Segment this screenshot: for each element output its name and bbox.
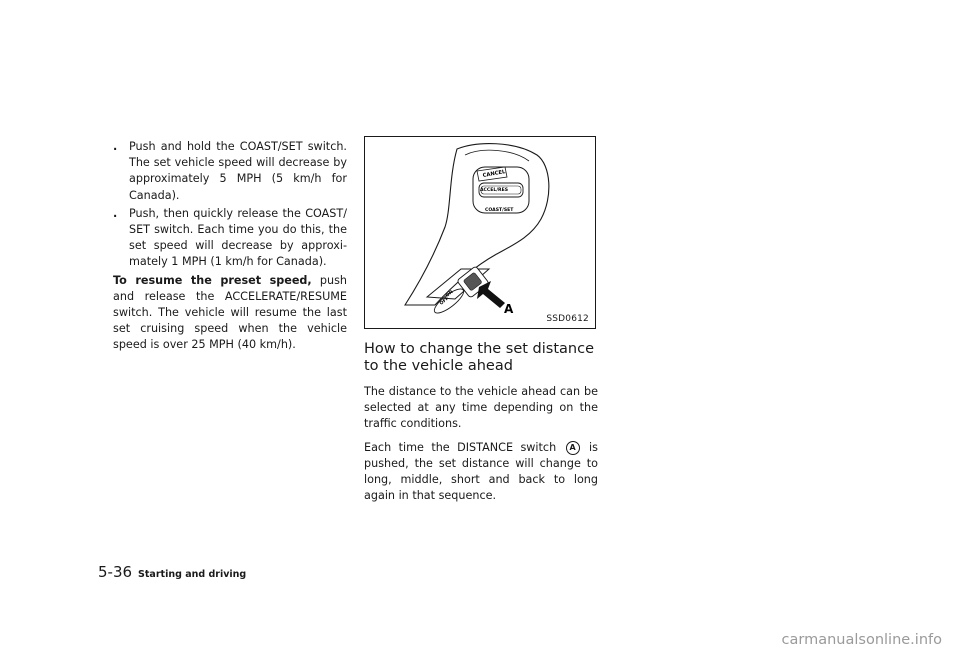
left-column [113,139,347,354]
paragraph-text: is pushed, the set distance will change to long, middle, short and back to long again in that sequence. [364,440,598,503]
bullet-item [113,139,347,204]
section-heading: How to change the set distance to the vehicle ahead [364,341,594,374]
paragraph: The distance to the vehicle ahead can be selected at any time depending on the traffic conditions. [364,385,598,431]
off-label: OFF [439,296,451,307]
coast-set-label: COAST/SET [485,208,514,213]
bullet-dot: . [113,206,118,220]
page-number: 5-36 [98,563,133,581]
steering-switch-illustration [365,137,595,328]
steering-switch-figure [364,136,596,329]
watermark: carmanualsonline.info [781,632,942,648]
resume-paragraph [113,273,347,354]
paragraph [364,440,598,505]
bullet-text: Push and hold the COAST/SET switch. The set vehicle speed will decrease by approximately 5 MPH (5 km/h for Canada). [129,140,347,202]
callout-a-label: A [504,302,514,316]
on-label: ON [445,289,455,299]
accel-res-label: ACCEL/RES [480,188,509,193]
figure-code: SSD0612 [546,314,589,324]
right-column [364,341,598,511]
bullet-text: Push, then quickly release the COAST/ SET switch. Each time you do this, the set speed will decrease by approxi- mately 1 MPH (1 km/h for Canada). [129,206,347,269]
resume-text: push and release the ACCELERATE/RESUME switch. The vehicle will resume the last set cruising speed when the vehicle speed is over 25 MPH (40 km/h). [113,273,348,352]
section-name: Starting and driving [138,569,247,580]
bullet-dot: . [113,140,118,153]
distance-switch-marker: A [566,441,580,455]
cancel-label: CANCEL [482,169,506,179]
page-footer [98,562,246,581]
bullet-item [113,206,347,271]
resume-lead: To resume the preset speed, [113,273,312,287]
paragraph-text: Each time the DISTANCE switch [364,440,564,454]
